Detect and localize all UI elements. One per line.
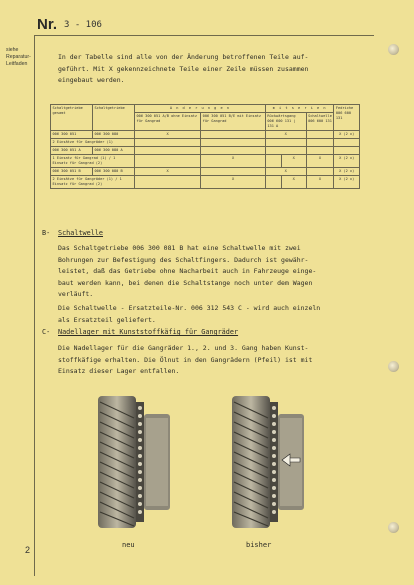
margin-note: siehe Reparatur- Leitfaden <box>6 47 31 67</box>
punch-hole <box>388 361 399 372</box>
table-row: 006 300 051 A 006 300 080 A <box>51 147 360 155</box>
table-subheader-b: 006 300 051 B/E mit Einsatz für Gangrad <box>201 113 266 131</box>
punch-hole <box>388 44 399 55</box>
table-header-schaltgetriebe: Schaltgetriebe <box>93 105 135 131</box>
table-row: 006 300 051 B 006 300 080 B X X X (2 x) <box>51 168 360 176</box>
document-number: 3 - 106 <box>64 20 102 30</box>
table-group-header: A n d e r u n g e n <box>135 105 266 113</box>
parts-table <box>50 104 360 189</box>
table-subheader-c: Rückwärtsgang 006 600 131 | 131 A <box>265 113 306 131</box>
section-c-letter: C- <box>42 328 51 336</box>
section-b-paragraph: Das Schaltgetriebe 006 300 081 B hat eine Schaltwelle mit zwei Bohrungen zur Befestigung des Schaltfingers. Dadurch ist gewähr- leistet, daß das Getriebe ohne Nacharbeit auch in Fahrzeuge einge- baut werden kann, bei denen die Schaltstange noch unter dem Wagen verläuft. <box>58 244 317 298</box>
header-nr-label: Nr. <box>37 16 58 33</box>
section-c-paragraph: Die Nadellager für die Gangräder 1., 2. und 3. Gang haben Kunst- stoffkäfige erhalten. Die Ölnut in den Gangrädern (Pfeil) ist mit Einsatz dieser Lager entfallen. <box>58 344 313 375</box>
gear-image-old <box>228 392 310 532</box>
section-c-title: Nadellager mit Kunststoffkäfig für Gangräder <box>58 328 239 336</box>
table-row: 1 Einsatz für Gangrad (1) / 1 Einsatz für Gangrad (2) X X X X (2 x) <box>51 155 360 168</box>
section-b-title: Schaltwelle <box>58 229 104 237</box>
table-subheader-d: Schaltwelle 006 600 131 <box>306 113 334 131</box>
table-row: 2 Einsätze für Gangräder (1) / 1 Einsatz für Gangrad (2) X X X X (2 x) <box>51 176 360 189</box>
section-b-letter: B- <box>42 229 51 237</box>
table-row: 2 Einsätze für Gangräder (1) <box>51 139 360 147</box>
intro-text: In der Tabelle sind alle von der Änderung betroffenen Teile auf- geführt. Mit X gekennzeichnete Teile einer Zeile müssen zusammen eingebaut werden. <box>58 53 309 84</box>
table-header-fedriche: Fedriche 006 600 131 <box>334 105 360 131</box>
page-number: 2 <box>25 545 31 555</box>
section-b-paragraph-2: Die Schaltwelle - Ersatzteile-Nr. 006 312 543 C - wird auch einzeln als Ersatzteil geliefert. <box>58 304 321 324</box>
caption-new: neu <box>122 541 135 549</box>
table-row: 006 300 051 006 300 080 X X X (2 x) <box>51 131 360 139</box>
table-header-gesamt: Schaltgetriebe gesamt <box>51 105 93 131</box>
top-rule <box>34 35 374 36</box>
gear-image-new <box>92 392 174 532</box>
table-group-header-2: m i t s e r i e n <box>265 105 333 113</box>
punch-hole <box>388 522 399 533</box>
table-subheader-a: 006 300 051 A/B ohne Einsatz für Gangrad <box>135 113 201 131</box>
margin-rule <box>34 36 35 576</box>
caption-old: bisher <box>246 541 272 549</box>
